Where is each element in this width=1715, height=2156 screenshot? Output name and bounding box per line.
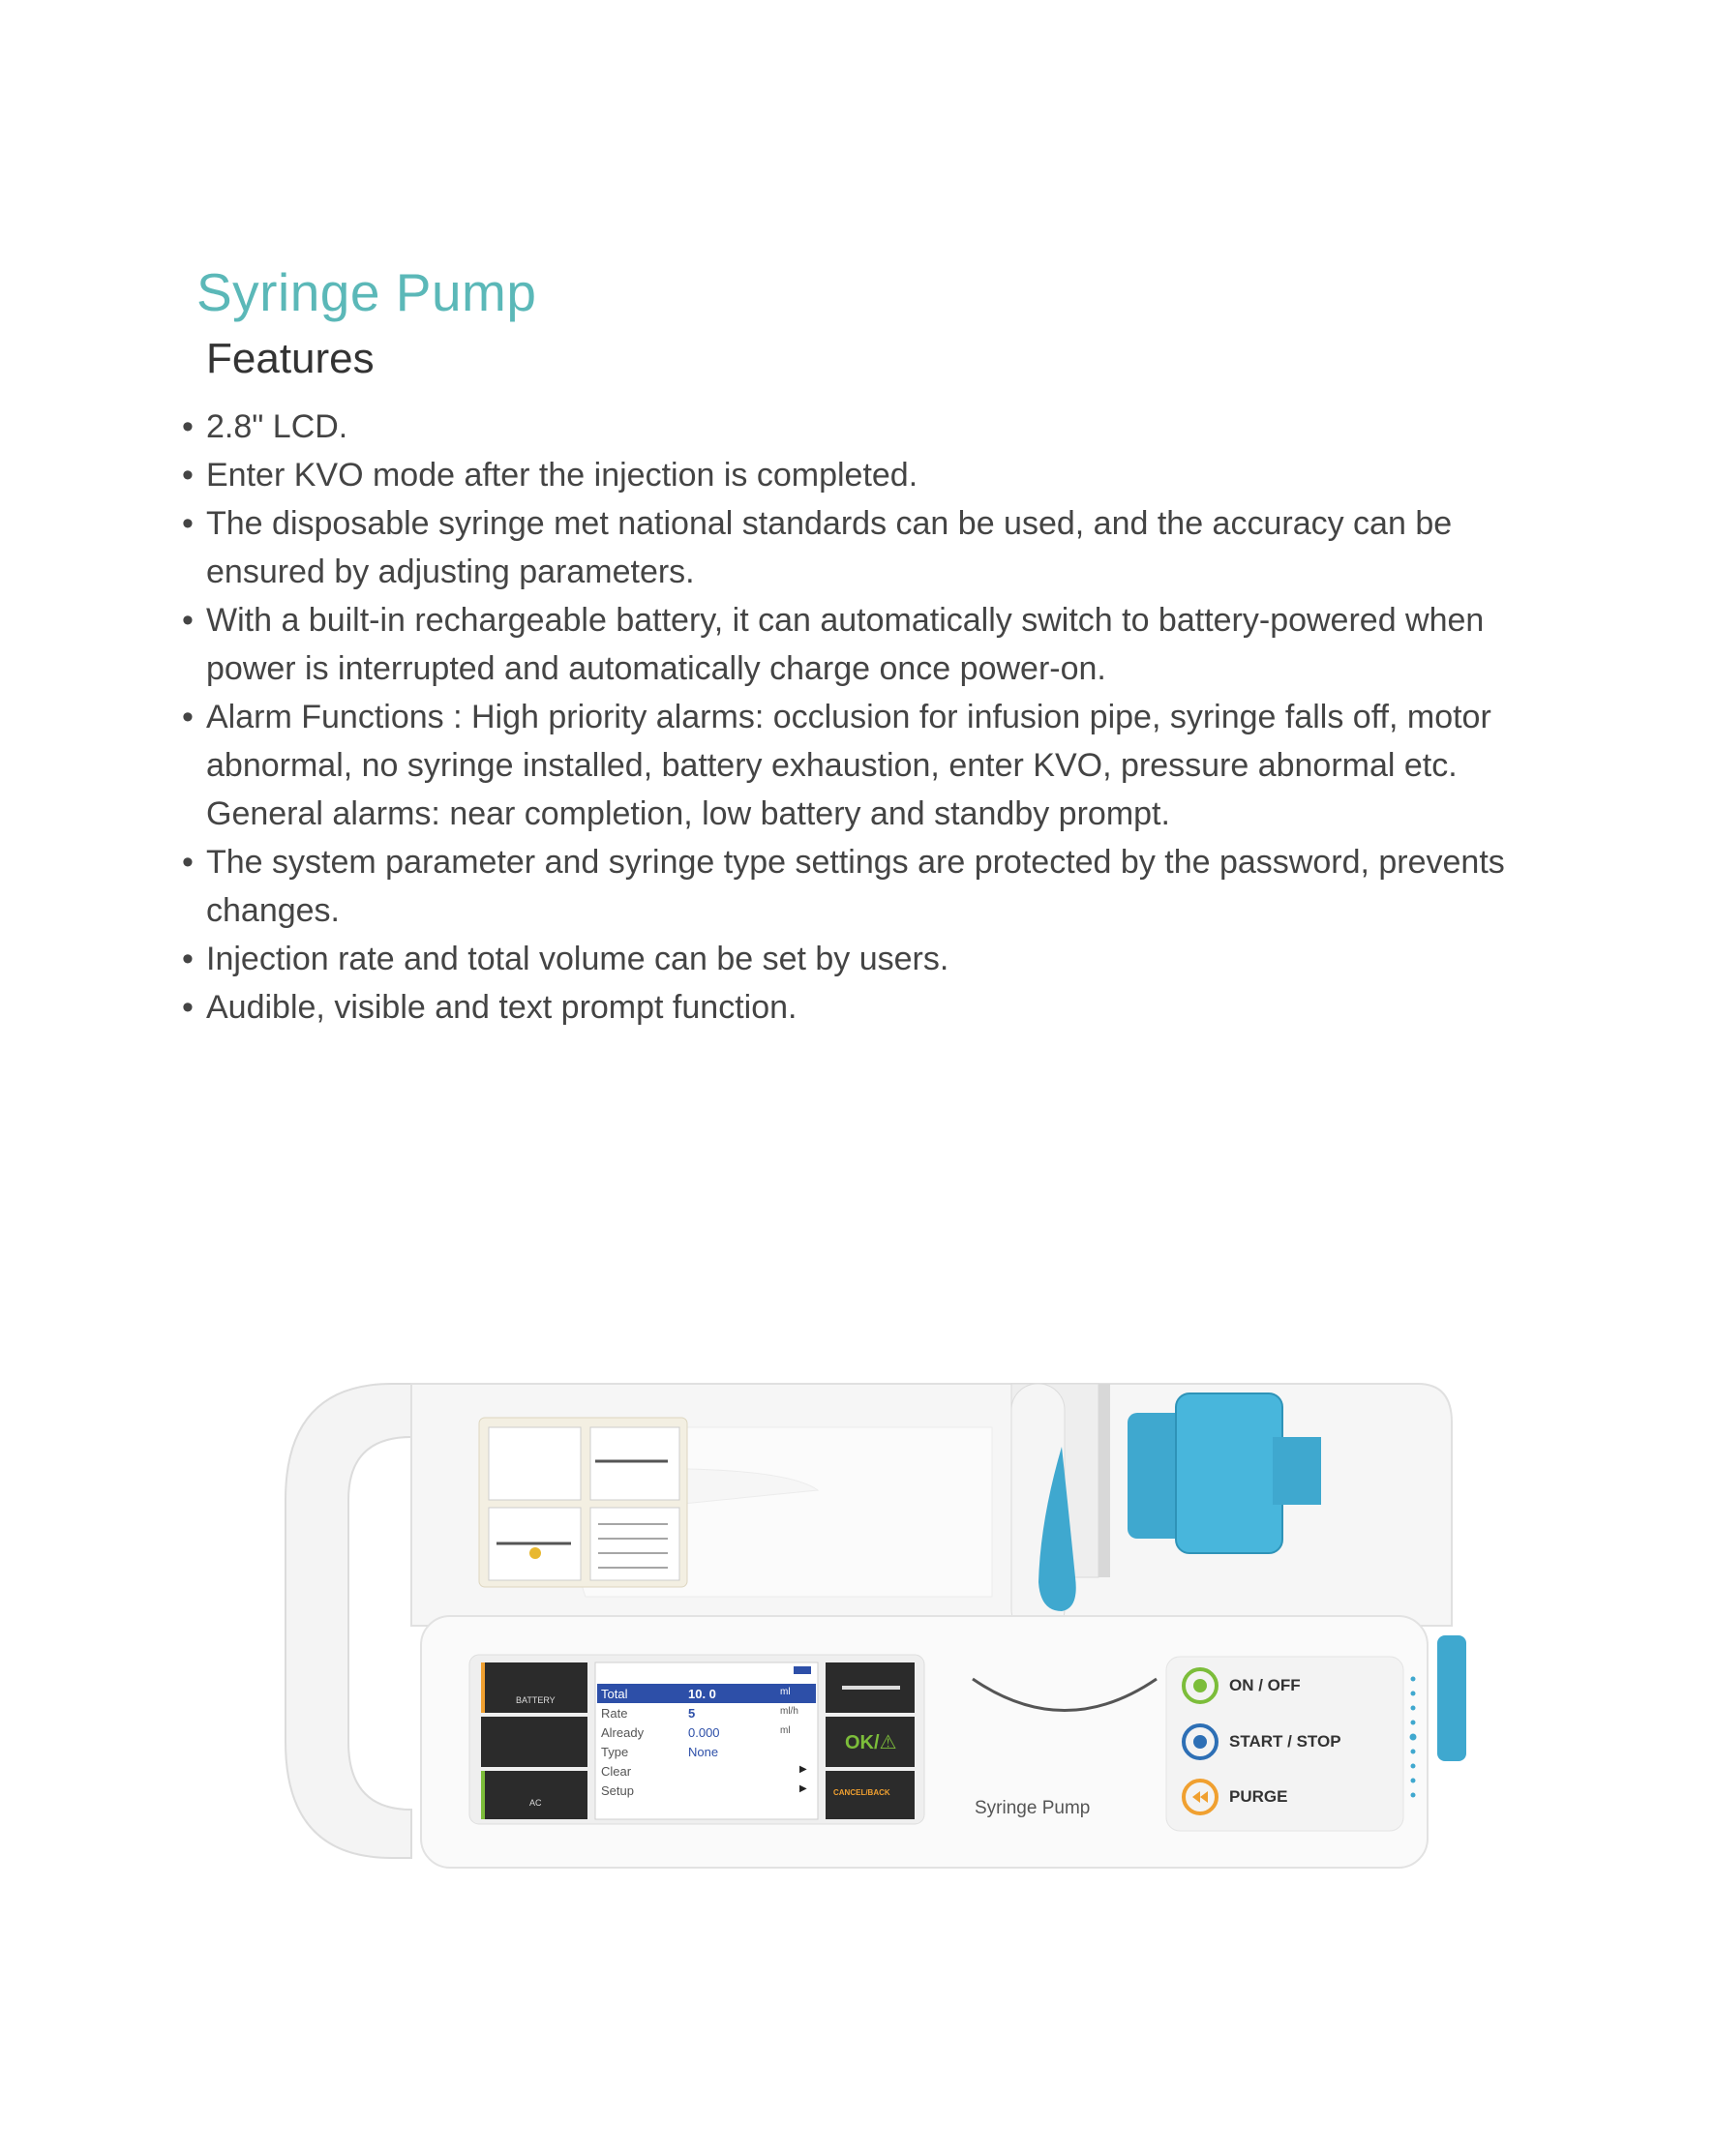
ac-key-label: AC	[529, 1798, 542, 1808]
lcd-row-type: Type None	[601, 1745, 719, 1759]
list-item: • The system parameter and syringe type settings are protected by the password, prevents changes.	[182, 838, 1537, 935]
list-item: • 2.8" LCD.	[182, 403, 1537, 451]
start-stop-label: START / STOP	[1229, 1732, 1341, 1751]
pump-illustration	[276, 1355, 1476, 1897]
list-item: • With a built-in rechargeable battery, it can automatically switch to battery-powered when power is interrupted and automatically charge once power-on.	[182, 596, 1537, 693]
section-heading: Features	[206, 335, 375, 382]
ac-key[interactable]	[481, 1771, 587, 1819]
device-brand: Syringe Pump	[975, 1798, 1091, 1818]
list-item: • Alarm Functions : High priority alarms: occlusion for infusion pipe, syringe falls off, motor abnormal, no syringe installed, battery exhaustion, enter KVO, pressure abnormal etc. General alarms: near completion, low battery and standby prompt.	[182, 693, 1537, 838]
list-item: • Enter KVO mode after the injection is completed.	[182, 451, 1537, 499]
lcd-row-total: Total 10. 0 ml	[601, 1687, 791, 1701]
ok-key-label: OK/⚠	[845, 1732, 897, 1753]
blank-key[interactable]	[481, 1717, 587, 1767]
page-title: Syringe Pump	[196, 262, 537, 322]
purge-label: PURGE	[1229, 1787, 1288, 1806]
battery-key-label: BATTERY	[516, 1695, 556, 1705]
list-item: • The disposable syringe met national standards can be used, and the accuracy can be ensured by adjusting parameters.	[182, 499, 1537, 596]
lcd-row-setup: Setup ▶	[601, 1783, 807, 1798]
cancel-key-label: CANCEL/BACK	[833, 1788, 890, 1797]
list-item: • Injection rate and total volume can be set by users.	[182, 935, 1537, 983]
lcd-row-rate: Rate 5 ml/h	[601, 1706, 798, 1721]
list-item: • Audible, visible and text prompt function.	[182, 983, 1537, 1032]
plunger-head	[1176, 1393, 1282, 1553]
lcd-row-clear: Clear ▶	[601, 1764, 807, 1779]
feature-list	[182, 403, 1537, 1032]
lcd-row-already: Already 0.000 ml	[601, 1725, 791, 1740]
syringe-pump-image	[276, 1355, 1476, 1897]
side-knob[interactable]	[1437, 1635, 1466, 1761]
battery-key[interactable]	[481, 1662, 587, 1713]
on-off-label: ON / OFF	[1229, 1676, 1301, 1694]
lcd-menu	[601, 1685, 816, 1801]
